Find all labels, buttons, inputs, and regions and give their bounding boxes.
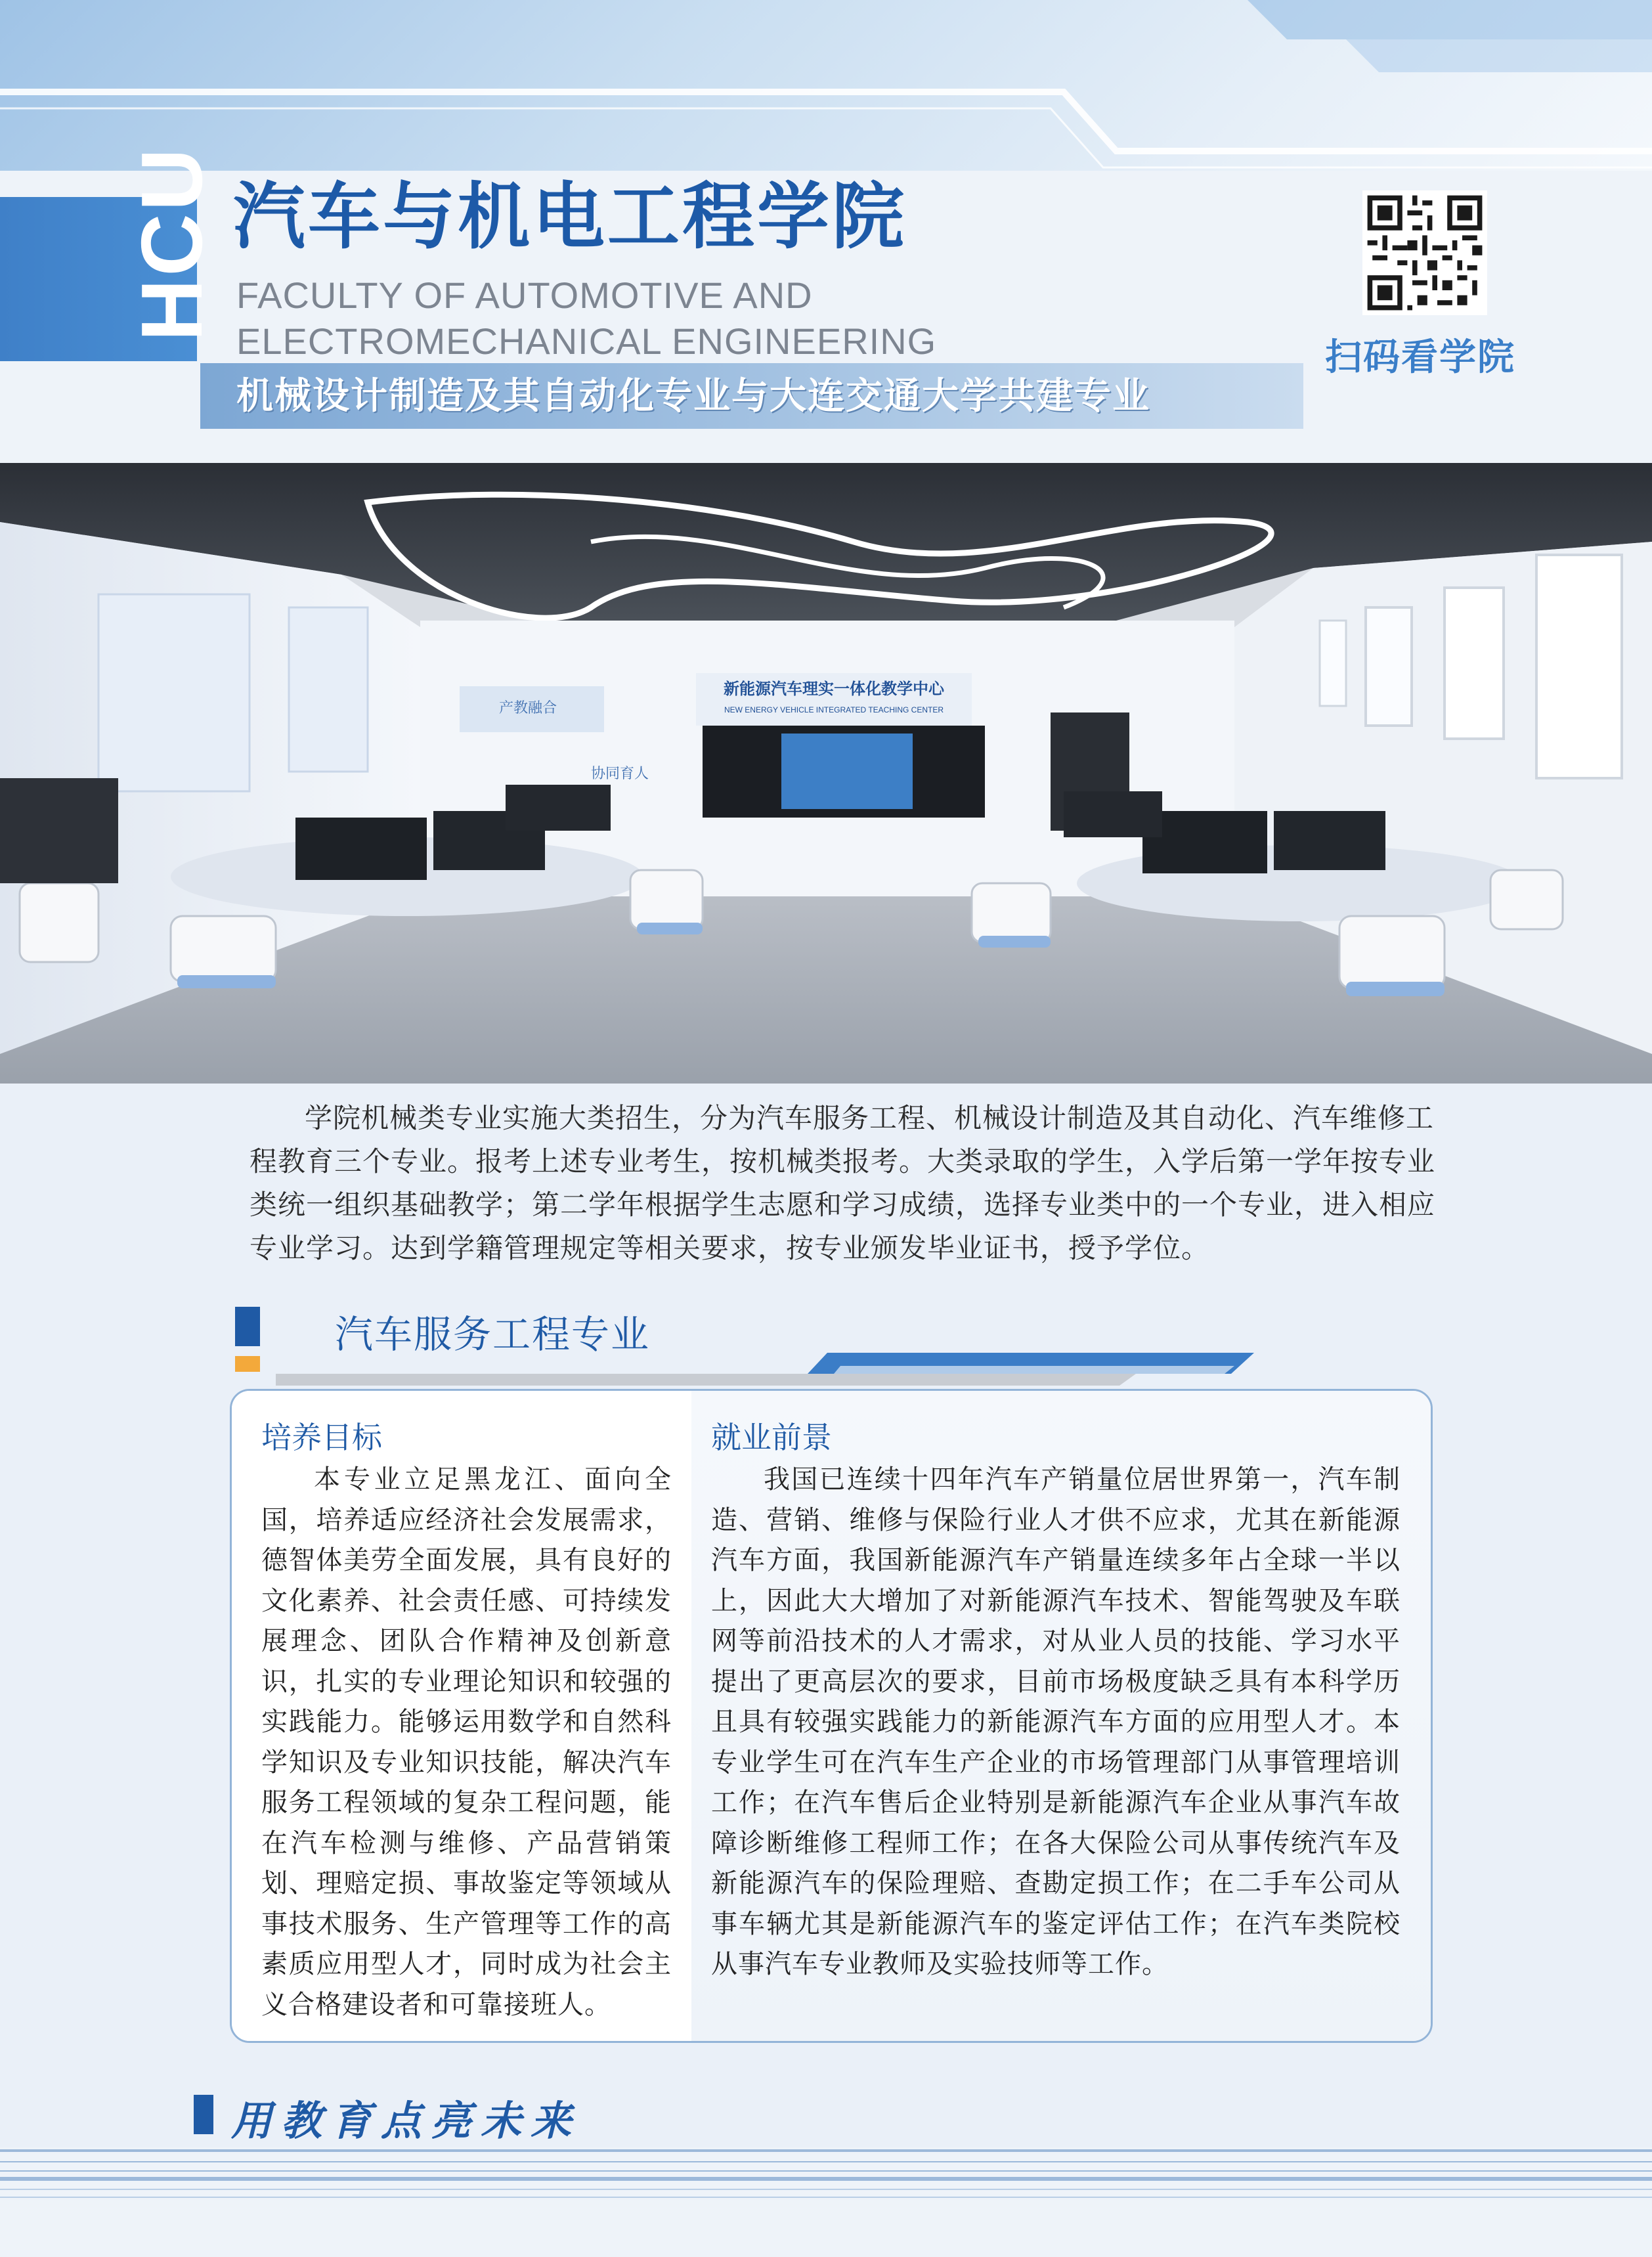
section-title: 汽车服务工程专业 — [335, 1312, 651, 1357]
employment-prospects-panel — [691, 1391, 1431, 2041]
footer-lines — [0, 2147, 1652, 2257]
training-goals-heading: 培养目标 — [261, 1420, 382, 1455]
center-sign: 新能源汽车理实一体化教学中心 — [724, 680, 944, 698]
classroom-photo-illustration — [0, 463, 1652, 1084]
content-box — [230, 1389, 1433, 2043]
section-marker — [235, 1307, 260, 1346]
classroom-photo — [0, 463, 1652, 1084]
page-title: 汽车与机电工程学院 — [233, 175, 907, 259]
qr-code-icon[interactable] — [1362, 190, 1487, 315]
wall-slogan-1: 产教融合 — [499, 700, 557, 716]
logo-text: HCU — [123, 146, 220, 341]
center-sign-english: NEW ENERGY VEHICLE INTEGRATED TEACHING CENTER — [724, 705, 944, 714]
title-en-line-1: FACULTY OF AUTOMOTIVE AND — [236, 274, 813, 316]
employment-prospects-text: 我国已连续十四年汽车产销量位居世界第一，汽车制造、营销、维修与保险行业人才供不应求，尤其在新能源汽车方面，我国新能源汽车产销量连续多年占全球一半以上，因此大大增加了对新能源汽车技术、智能驾驶及车联网等前沿技术的人才需求，对从业人员的技能、学习水平提出了更高层次的要求，目前市场极度缺乏具有本科学历且具有较强实践能力的新能源汽车方面的应用型人才。本专业学生可在汽车生产企业的市场管理部门从事管理培训工作；在汽车售后企业特别是新能源汽车企业从事汽车故障诊断维修工程师工作；在各大保险公司从事传统汽车及新能源汽车的保险理赔、查勘定损工作；在二手车公司从事车辆尤其是新能源汽车的鉴定评估工作；在汽车类院校从事汽车专业教师及实验技师等工作。 — [711, 1464, 1401, 1979]
footer-marker — [194, 2095, 213, 2134]
qr-label: 扫码看学院 — [1325, 336, 1515, 379]
training-goals-panel — [232, 1391, 691, 2041]
wall-slogan-2: 协同育人 — [591, 766, 649, 782]
training-goals-text: 本专业立足黑龙江、面向全国，培养适应经济社会发展需求，德智体美劳全面发展，具有良好的文化素养、社会责任感、可持续发展理念、团队合作精神及创新意识，扎实的专业理论知识和较强的实践能力。能够运用数学和自然科学知识及专业知识技能，解决汽车服务工程领域的复杂工程问题，能在汽车检测与维修、产品营销策划、理赔定损、事故鉴定等领域从事技术服务、生产管理等工作的高素质应用型人才，同时成为社会主义合格建设者和可靠接班人。 — [261, 1464, 672, 2020]
subtitle: 机械设计制造及其自动化专业与大连交通大学共建专业 — [236, 374, 1150, 418]
section-marker-accent — [235, 1356, 260, 1372]
footer-slogan: 用教育点亮未来 — [231, 2097, 581, 2145]
employment-prospects-heading: 就业前景 — [711, 1420, 832, 1455]
intro-paragraph: 学院机械类专业实施大类招生，分为汽车服务工程、机械设计制造及其自动化、汽车维修工程教育三个专业。报考上述专业考生，按机械类报考。大类录取的学生，入学后第一学年按专业类统一组织基础教学；第二学年根据学生志愿和学习成绩，选择专业类中的一个专业，进入相应专业学习。达到学籍管理规定等相关要求，按专业颁发毕业证书，授予学位。 — [250, 1102, 1436, 1264]
page-title-english — [236, 273, 936, 364]
title-en-line-2: ELECTROMECHANICAL ENGINEERING — [236, 320, 937, 362]
